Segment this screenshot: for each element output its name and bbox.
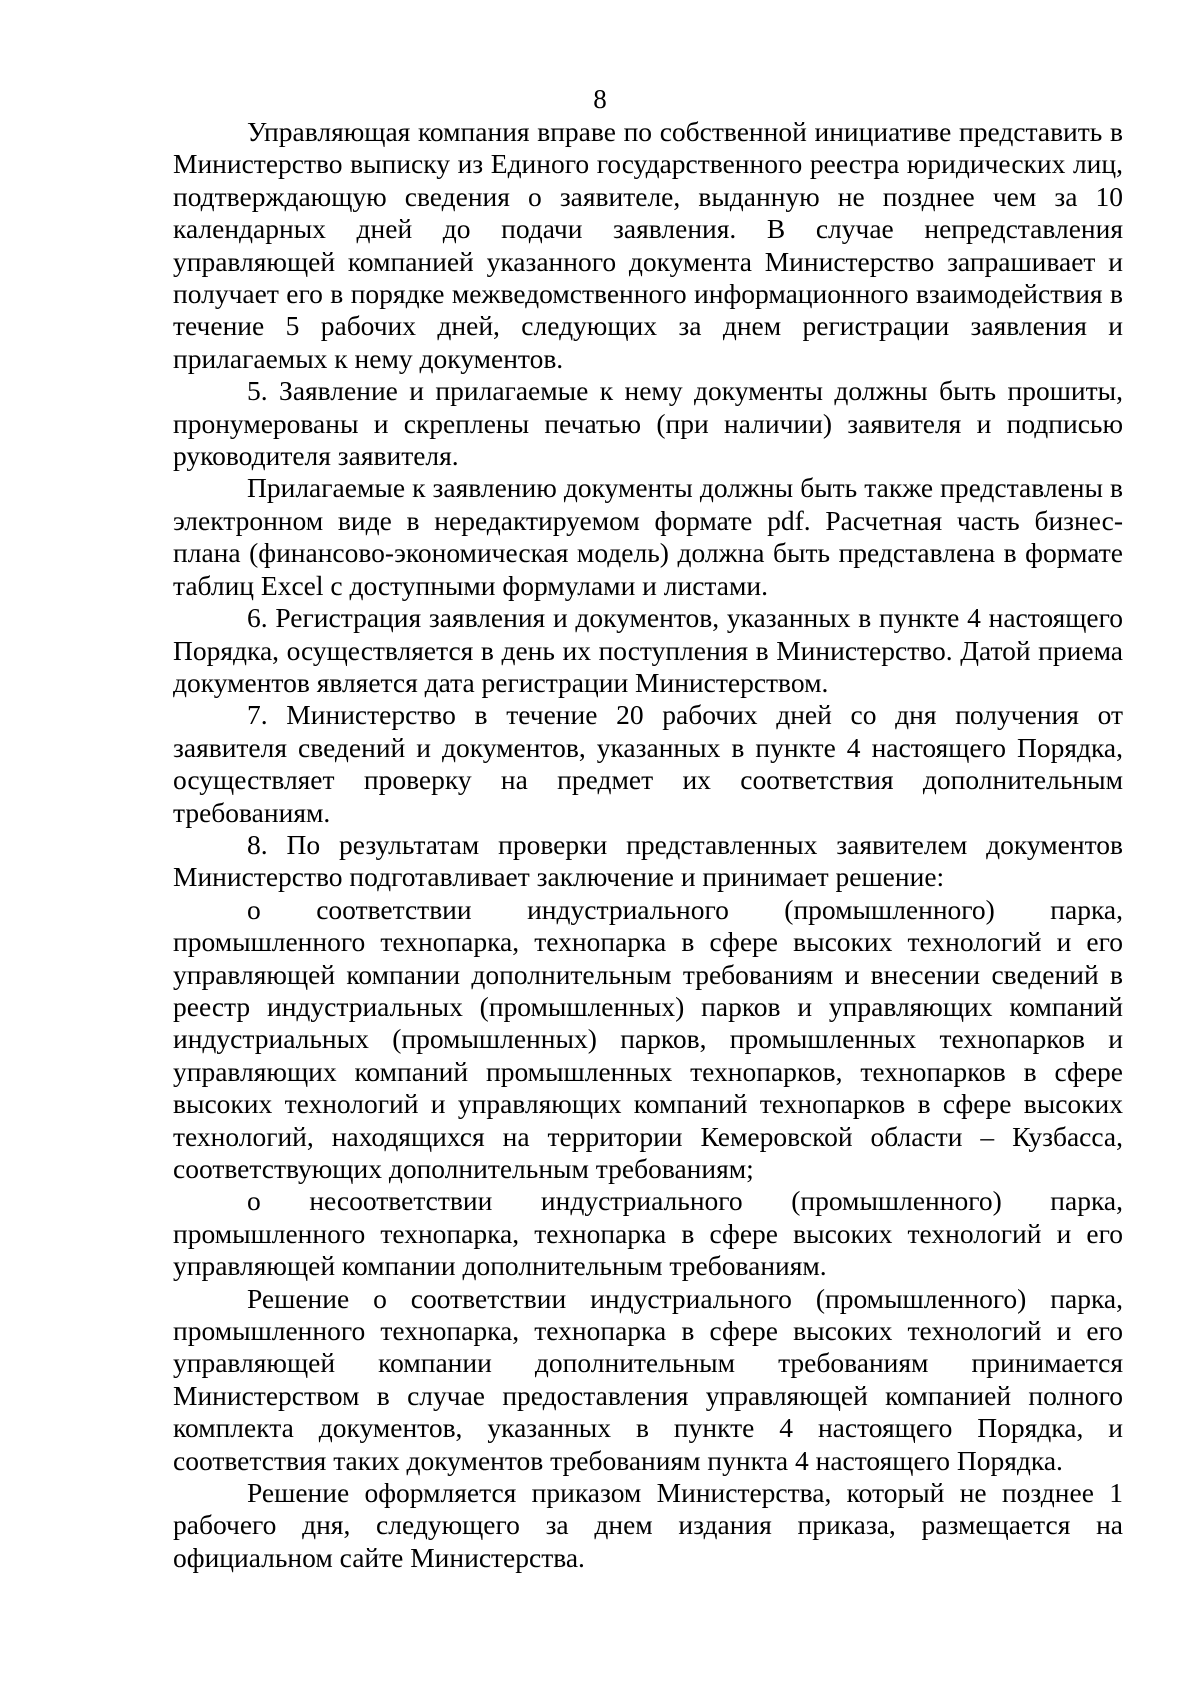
document-body — [173, 116, 1123, 1574]
page-number: 8 — [593, 84, 607, 114]
paragraph-noncompliance-option: о несоответствии индустриального (промышленного) парка, промышленного технопарка, технопарка в сфере высоких технологий и его управляющей компании дополнительным требованиям. — [173, 1185, 1123, 1282]
paragraph-electronic-format: Прилагаемые к заявлению документы должны быть также представлены в электронном виде в нередактируемом формате pdf. Расчетная часть бизнес-плана (финансово-экономическая модель) должна быть представлена в формате таблиц Excel с доступными формулами и листами. — [173, 472, 1123, 601]
paragraph-compliance-option: о соответствии индустриального (промышленного) парка, промышленного технопарка, технопарка в сфере высоких технологий и его управляющей компании дополнительным требованиям и внесении сведений в реестр индустриальных (промышленных) парков и управляющих компаний индустриальных (промышленных) парков, промышленных технопарков и управляющих компаний промышленных технопарков, технопарков в сфере высоких технологий и управляющих компаний технопарков в сфере высоких технологий, находящихся на территории Кемеровской области – Кузбасса, соответствующих дополнительным требованиям; — [173, 893, 1123, 1184]
paragraph-compliance-decision-conditions: Решение о соответствии индустриального (промышленного) парка, промышленного технопарка, технопарка в сфере высоких технологий и его управляющей компании дополнительным требованиям принимается Министерством в случае предоставления управляющей компанией полного комплекта документов, указанных в пункте 4 настоящего Порядка, и соответствия таких документов требованиям пункта 4 настоящего Порядка. — [173, 1282, 1123, 1476]
paragraph-item-6-registration: 6. Регистрация заявления и документов, указанных в пункте 4 настоящего Порядка, осуществляется в день их поступления в Министерство. Датой приема документов является дата регистрации Министерством. — [173, 602, 1123, 698]
paragraph-item-8-decision: 8. По результатам проверки представленных заявителем документов Министерство подготавливает заключение и принимает решение: — [173, 828, 1123, 893]
paragraph-item-5-binding: 5. Заявление и прилагаемые к нему документы должны быть прошиты, пронумерованы и скреплены печатью (при наличии) заявителя и подписью руководителя заявителя. — [173, 375, 1123, 472]
paragraph-management-company-extract: Управляющая компания вправе по собственной инициативе представить в Министерство выписку из Единого государственного реестра юридических лиц, подтверждающую сведения о заявителе, выданную не позднее чем за 10 календарных дней до подачи заявления. В случае непредставления управляющей компанией указанного документа Министерство запрашивает и получает его в порядке межведомственного информационного взаимодействия в течение 5 рабочих дней, следующих за днем регистрации заявления и прилагаемых к нему документов. — [173, 116, 1123, 374]
paragraph-decision-publication: Решение оформляется приказом Министерства, который не позднее 1 рабочего дня, следующего за днем издания приказа, размещается на официальном сайте Министерства. — [173, 1477, 1123, 1573]
paragraph-item-7-verification: 7. Министерство в течение 20 рабочих дней со дня получения от заявителя сведений и документов, указанных в пункте 4 настоящего Порядка, осуществляет проверку на предмет их соответствия дополнительным требованиям. — [173, 699, 1123, 828]
